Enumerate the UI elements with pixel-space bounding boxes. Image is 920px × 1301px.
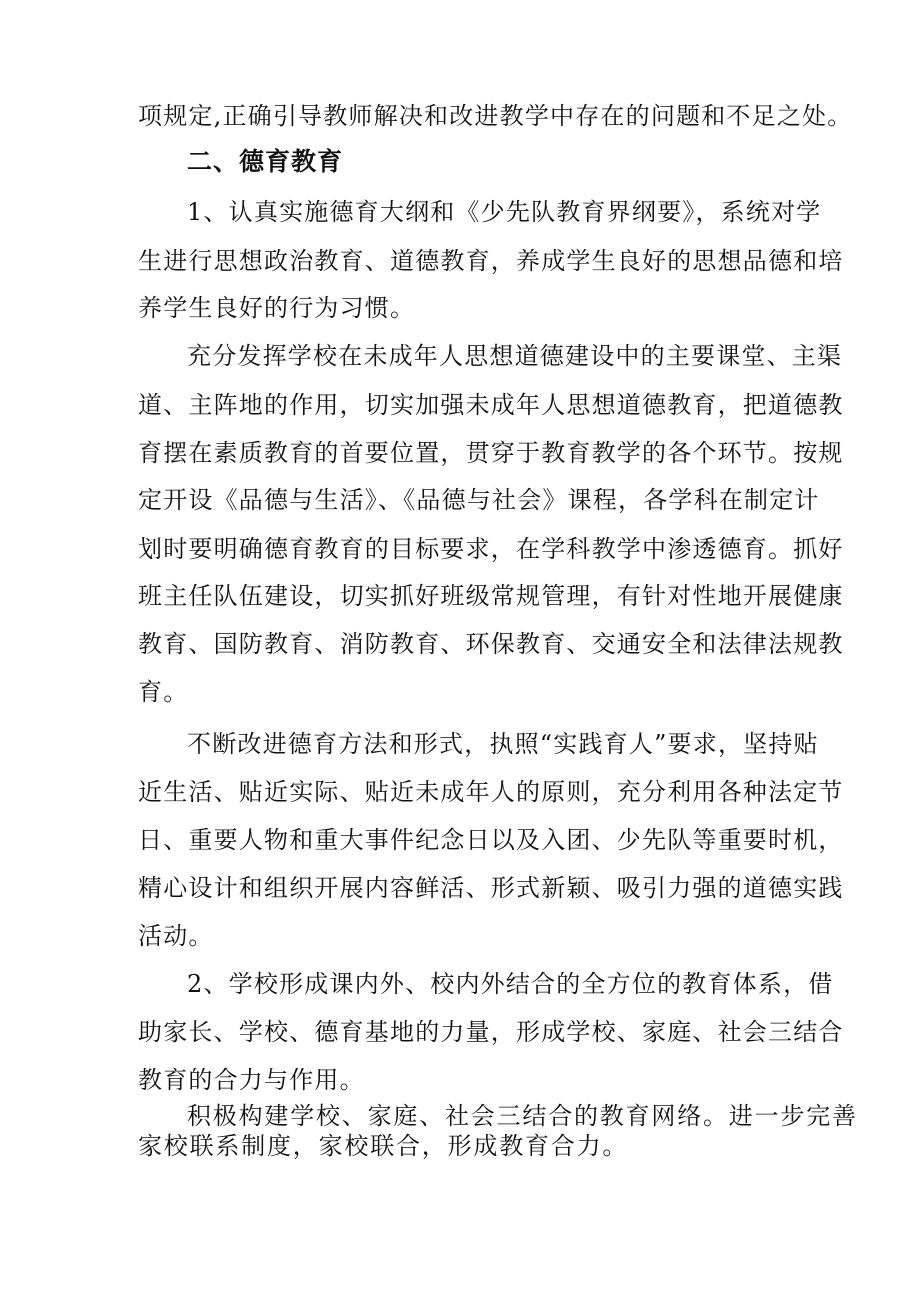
- text-line: 不断改进德育方法和形式，执照“实践育人”要求，坚持贴: [187, 730, 819, 758]
- section-heading: 二、德育教育: [187, 147, 344, 176]
- text-line: 教育的合力与作用。: [138, 1066, 365, 1094]
- text-line: 定开设《品德与生活》、《品德与社会》课程，各学科在制定计: [138, 486, 820, 514]
- text-line: 精心设计和组织开展内容鲜活、形式新颖、吸引力强的道德实践: [138, 874, 844, 902]
- text-line: 育。: [138, 678, 189, 706]
- text-line: 充分发挥学校在未成年人思想道德建设中的主要课堂、主渠: [187, 342, 843, 370]
- text-line: 教育、国防教育、消防教育、环保教育、交通安全和法律法规教: [138, 630, 844, 658]
- text-line: 道、主阵地的作用，切实加强未成年人思想道德教育，把道德教: [138, 391, 844, 419]
- text-line: 项规定,正确引导教师解决和改进教学中存在的问题和不足之处。: [138, 102, 853, 130]
- text-line: 养学生良好的行为习惯。: [138, 294, 416, 322]
- text-line: 1、认真实施德育大纲和《少先队教育界纲要》，系统对学: [187, 198, 822, 226]
- text-line: 班主任队伍建设，切实抓好班级常规管理，有针对性地开展健康: [138, 582, 844, 610]
- text-line: 生进行思想政治教育、道德教育，养成学生良好的思想品德和培: [138, 247, 844, 275]
- text-line: 近生活、贴近实际、贴近未成年人的原则，充分利用各种法定节: [138, 778, 844, 806]
- text-line: 活动。: [138, 922, 214, 950]
- text-line: 2、学校形成课内外、校内外结合的全方位的教育体系，借: [187, 970, 834, 998]
- text-line: 日、重要人物和重大事件纪念日以及入团、少先队等重要时机，: [138, 826, 844, 854]
- text-line: 育摆在素质教育的首要位置，贯穿于教育教学的各个环节。按规: [138, 439, 844, 467]
- text-line: 家校联系制度，家校联合，形成教育合力。: [138, 1132, 629, 1160]
- text-line: 积极构建学校、家庭、社会三结合的教育网络。进一步完善: [187, 1102, 858, 1130]
- text-line: 助家长、学校、德育基地的力量，形成学校、家庭、社会三结合: [138, 1018, 844, 1046]
- text-line: 划时要明确德育教育的目标要求，在学科教学中渗透德育。抓好: [138, 535, 844, 563]
